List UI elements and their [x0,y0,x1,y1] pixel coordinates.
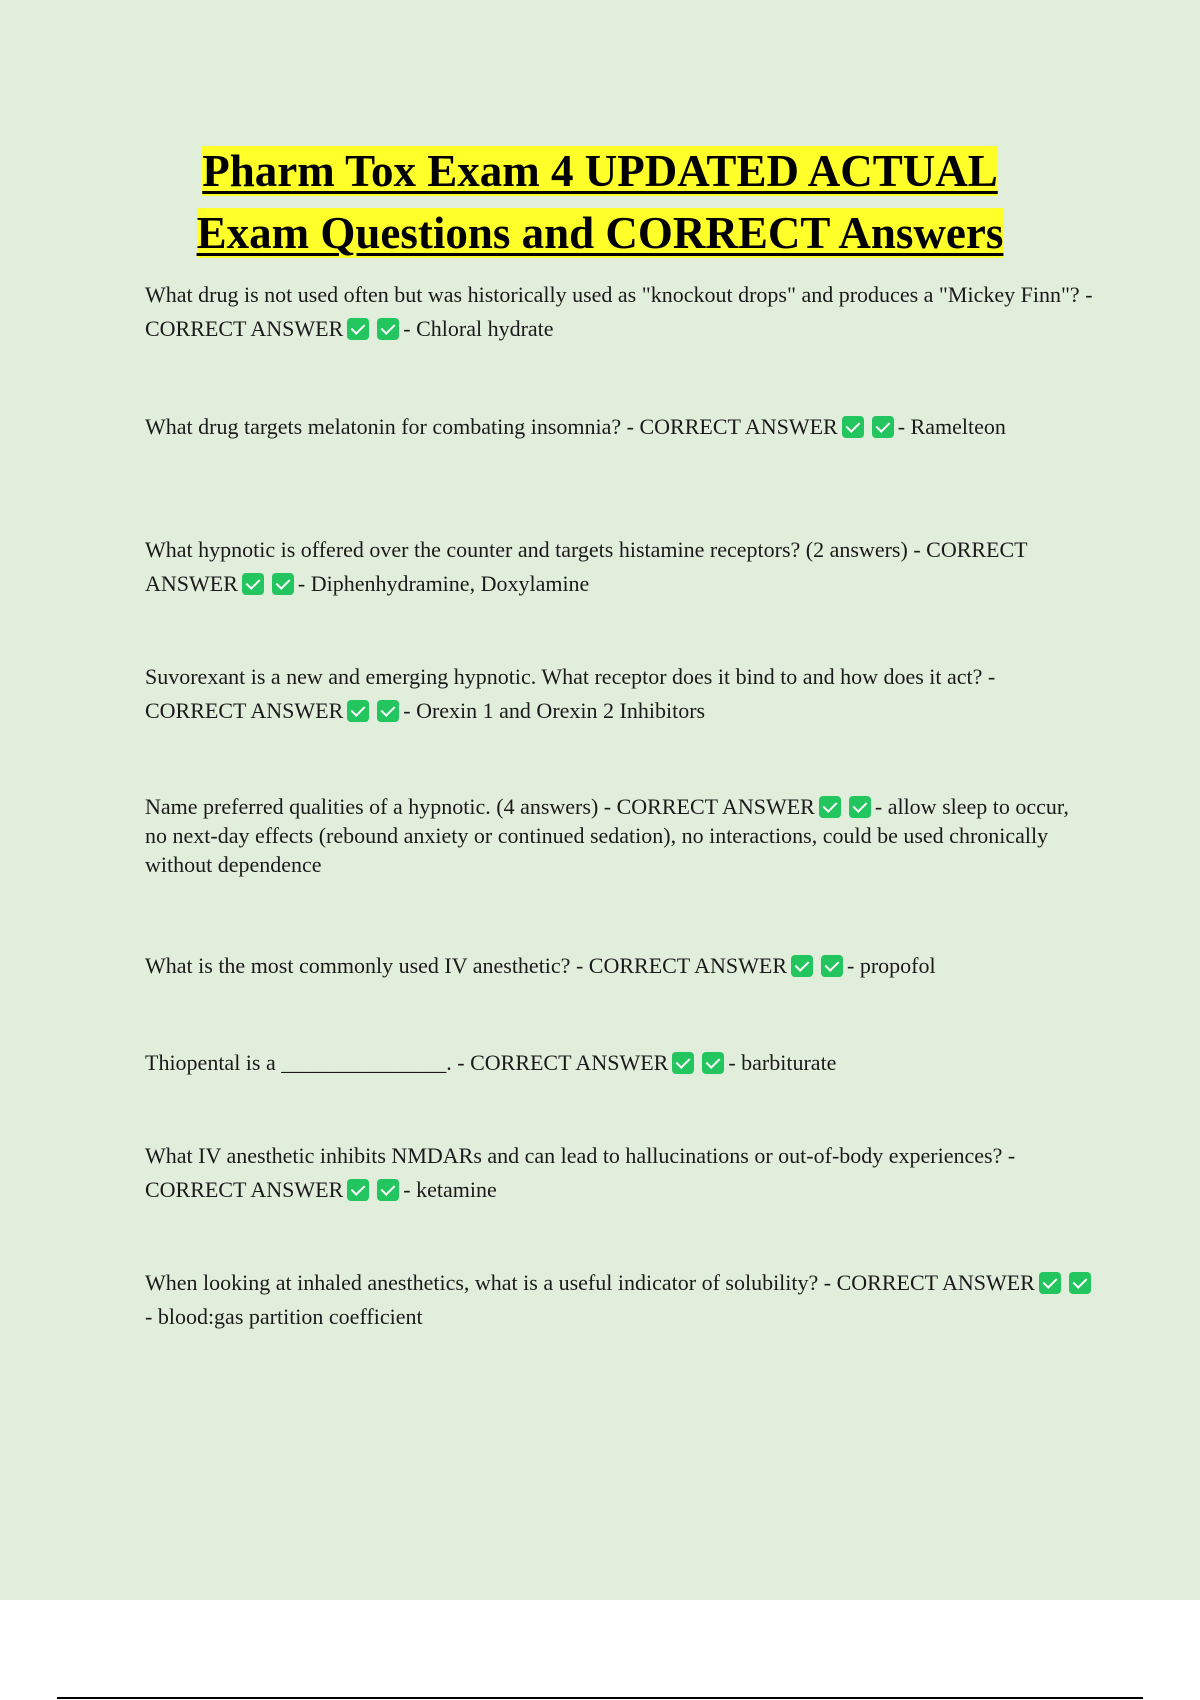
answer-text: blood:gas partition coefficient [157,1304,423,1329]
answer-text: propofol [859,953,936,978]
qa-item: Suvorexant is a new and emerging hypnotic. What receptor does it bind to and how does it act? - CORRECT ANSWER - Orexin 1 and Orexin 2 Inhibitors [145,664,996,723]
answer-text: Ramelteon [910,414,1006,439]
question-text: Thiopental is a _______________. [145,1050,452,1075]
answer-marker: CORRECT ANSWER [639,414,838,439]
green-checkmark-icon [347,1179,369,1201]
question-text: When looking at inhaled anesthetics, what is a useful indicator of solubility? [145,1270,819,1295]
answer-text: Diphenhydramine, Doxylamine [310,571,590,596]
answer-text: barbiturate [741,1050,837,1075]
green-checkmark-icon [672,1052,694,1074]
green-checkmark-icon [347,700,369,722]
answer-text: allow sleep to occur, no next-day effects (rebound anxiety or continued sedation), no interactions, could be used chronically without dependence [145,794,1069,877]
answer-text: Orexin 1 and Orexin 2 Inhibitors [416,698,706,723]
question-text: What drug targets melatonin for combating insomnia? [145,414,622,439]
answer-text: Chloral hydrate [416,316,554,341]
green-checkmark-icon [1039,1272,1061,1294]
green-checkmark-icon [1069,1272,1091,1294]
answer-marker: CORRECT ANSWER [145,698,344,723]
question-text: What hypnotic is offered over the counter and targets histamine receptors? (2 answers) [145,537,908,562]
question-text: What IV anesthetic inhibits NMDARs and can lead to hallucinations or out-of-body experiences? [145,1143,1003,1168]
green-checkmark-icon [702,1052,724,1074]
answer-marker: CORRECT ANSWER [588,953,788,978]
qa-item: What IV anesthetic inhibits NMDARs and can lead to hallucinations or out-of-body experiences? - CORRECT ANSWER - ketamine [145,1143,1016,1202]
answer-marker: CORRECT ANSWER [470,1050,669,1075]
green-checkmark-icon [242,573,264,595]
green-checkmark-icon [272,573,294,595]
green-checkmark-icon [842,416,864,438]
green-checkmark-icon [872,416,894,438]
answer-marker: CORRECT ANSWER [145,537,1028,596]
answer-marker: CORRECT ANSWER [145,316,344,341]
green-checkmark-icon [821,955,843,977]
qa-item: When looking at inhaled anesthetics, what is a useful indicator of solubility? - CORRECT ANSWER- blood:gas partition coefficient [145,1266,1095,1334]
question-text: Suvorexant is a new and emerging hypnotic. What receptor does it bind to and how does it act? [145,664,983,689]
green-checkmark-icon [377,318,399,340]
green-checkmark-icon [347,318,369,340]
page-title [100,140,1100,264]
question-text: Name preferred qualities of a hypnotic. (4 answers) [145,794,599,819]
green-checkmark-icon [849,796,871,818]
answer-marker: CORRECT ANSWER [836,1270,1035,1295]
qa-item: What hypnotic is offered over the counter and targets histamine receptors? (2 answers) - CORRECT ANSWER - Diphenhydramine, Doxylamine [145,537,1028,596]
answer-marker: CORRECT ANSWER [616,794,815,819]
title-line-2: Exam Questions and CORRECT Answers [196,208,1004,258]
footer-divider [57,1697,1143,1699]
question-text: What drug is not used often but was historically used as "knockout drops" and produces a "Mickey Finn"? [145,282,1080,307]
green-checkmark-icon [791,955,813,977]
green-checkmark-icon [377,700,399,722]
qa-item: What is the most commonly used IV anesthetic? - CORRECT ANSWER - propofol [145,953,936,978]
qa-item: What drug targets melatonin for combating insomnia? - CORRECT ANSWER - Ramelteon [145,414,1006,439]
qa-item: Thiopental is a _______________. - CORRECT ANSWER - barbiturate [145,1050,837,1075]
question-text: What is the most commonly used IV anesthetic? [145,953,571,978]
qa-item: What drug is not used often but was historically used as "knockout drops" and produces a "Mickey Finn"? - CORRECT ANSWER - Chloral hydrate [145,282,1093,341]
green-checkmark-icon [819,796,841,818]
answer-text: ketamine [416,1177,497,1202]
green-checkmark-icon [377,1179,399,1201]
qa-item: Name preferred qualities of a hypnotic. (4 answers) - CORRECT ANSWER - allow sleep to occur, no next-day effects (rebound anxiety or continued sedation), no interactions, could be used chronically without dependence [145,794,1069,877]
title-line-1: Pharm Tox Exam 4 UPDATED ACTUAL [202,146,998,196]
answer-marker: CORRECT ANSWER [145,1177,344,1202]
